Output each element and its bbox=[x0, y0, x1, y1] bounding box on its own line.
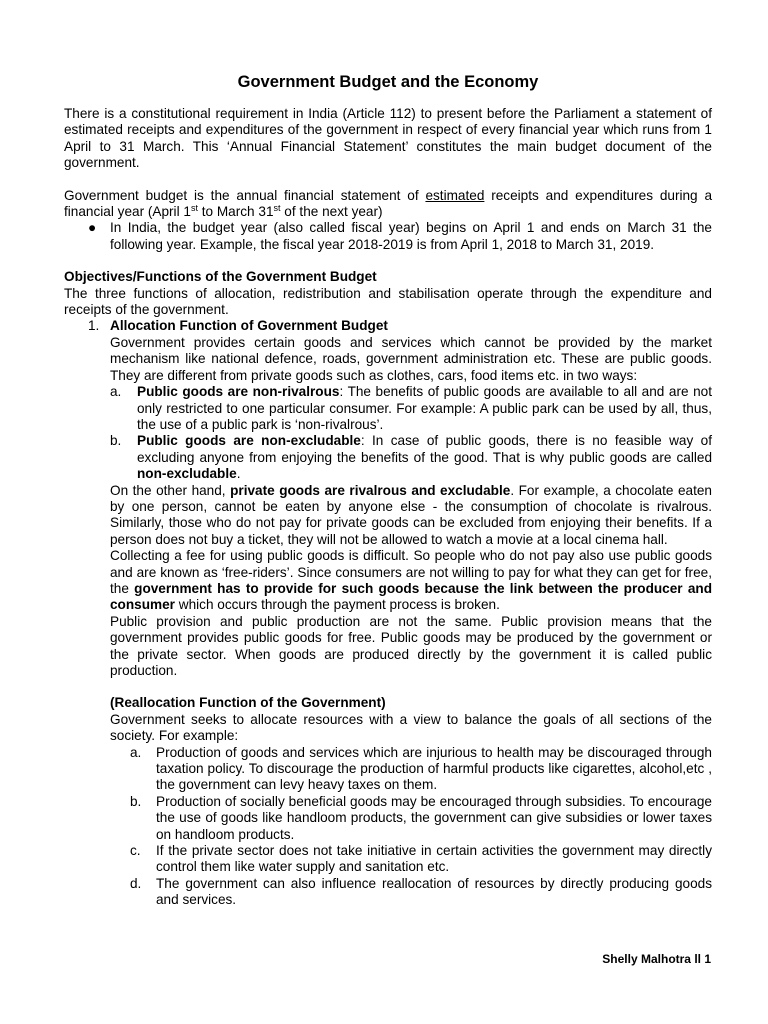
page-title: Government Budget and the Economy bbox=[237, 73, 539, 91]
list-item: a. Production of goods and services which are injurious to health may be discouraged through taxation policy. To discourage the production of harmful products like cigarettes, alcohol,etc , the government can levy heavy taxes on them. bbox=[130, 744, 712, 793]
intro-paragraph: There is a constitutional requirement in India (Article 112) to present before the Parliament a statement of estimated receipts and expenditures of the government in respect of every financial year which runs from 1 April to 31 March. This ‘Annual Financial Statement’ constitutes the main budget document of the government. bbox=[64, 106, 712, 171]
objectives-heading: Objectives/Functions of the Government Budget bbox=[64, 269, 377, 285]
list-item: c. If the private sector does not take initiative in certain activities the government may directly control them like water supply and sanitation etc. bbox=[130, 843, 712, 875]
allocation-heading: 1. Allocation Function of Government Budget bbox=[88, 318, 388, 334]
private-goods-paragraph: On the other hand, private goods are rivalrous and excludable. For example, a chocolate eaten by one person, cannot be eaten by anyone else - the consumption of chocolate is rivalrous. Similarly, those who do not pay for private goods can be excluded from enjoying their benefits. If a person does not buy a ticket, they will not be allowed to watch a movie at a local cinema hall. bbox=[110, 482, 712, 547]
list-item: b. Public goods are non-excludable: In case of public goods, there is no feasible way of excluding anyone from enjoying the benefits of the good. That is why public goods are called non-excludable. bbox=[110, 433, 712, 482]
reallocation-heading: (Reallocation Function of the Government) bbox=[110, 695, 386, 711]
objectives-text: The three functions of allocation, redistribution and stabilisation operate through the expenditure and receipts of the government. bbox=[64, 285, 712, 318]
allocation-intro: Government provides certain goods and services which cannot be provided by the market mechanism like national defence, roads, government administration etc. These are public goods. They are different from private goods such as clothes, cars, food items etc. in two ways: bbox=[110, 334, 712, 383]
page-footer: Shelly Malhotra ll 1 bbox=[602, 952, 711, 966]
free-riders-paragraph: Collecting a fee for using public goods is difficult. So people who do not pay also use public goods and are known as ‘free-riders’. Since consumers are not willing to pay for what they can get for free, the government has to provide for such goods because the link between the producer and consumer which occurs through the payment process is broken. bbox=[110, 548, 712, 613]
definition-paragraph: Government budget is the annual financial statement of estimated receipts and expenditures during a financial year (April 1st to March 31st of the next year) bbox=[64, 187, 712, 220]
estimated-underlined: estimated bbox=[425, 187, 485, 203]
document-body bbox=[64, 72, 712, 909]
bullet-marker: ● bbox=[88, 220, 97, 236]
reallocation-intro: Government seeks to allocate resources with a view to balance the goals of all sections of the society. For example: bbox=[110, 711, 712, 744]
list-item: a. Public goods are non-rivalrous: The benefits of public goods are available to all and are not only restricted to one particular consumer. For example: A public park can be used by all, thus, the use of a public park is ‘non-rivalrous’. bbox=[110, 384, 712, 432]
public-provision-paragraph: Public provision and public production are not the same. Public provision means that the government provides public goods for free. Public goods may be produced by the government or the private sector. When goods are produced directly by the government it is called public production. bbox=[110, 613, 712, 678]
list-item: d. The government can also influence reallocation of resources by directly producing goods and services. bbox=[130, 875, 712, 908]
list-item: ● In India, the budget year (also called fiscal year) begins on April 1 and ends on March 31 the following year. Example, the fiscal year 2018-2019 is from April 1, 2018 to March 31, 2019. bbox=[88, 220, 712, 252]
list-item: b. Production of socially beneficial goods may be encouraged through subsidies. To encourage the use of goods like handloom products, the government can give subsidies or lower taxes on handloom products. bbox=[130, 793, 712, 842]
